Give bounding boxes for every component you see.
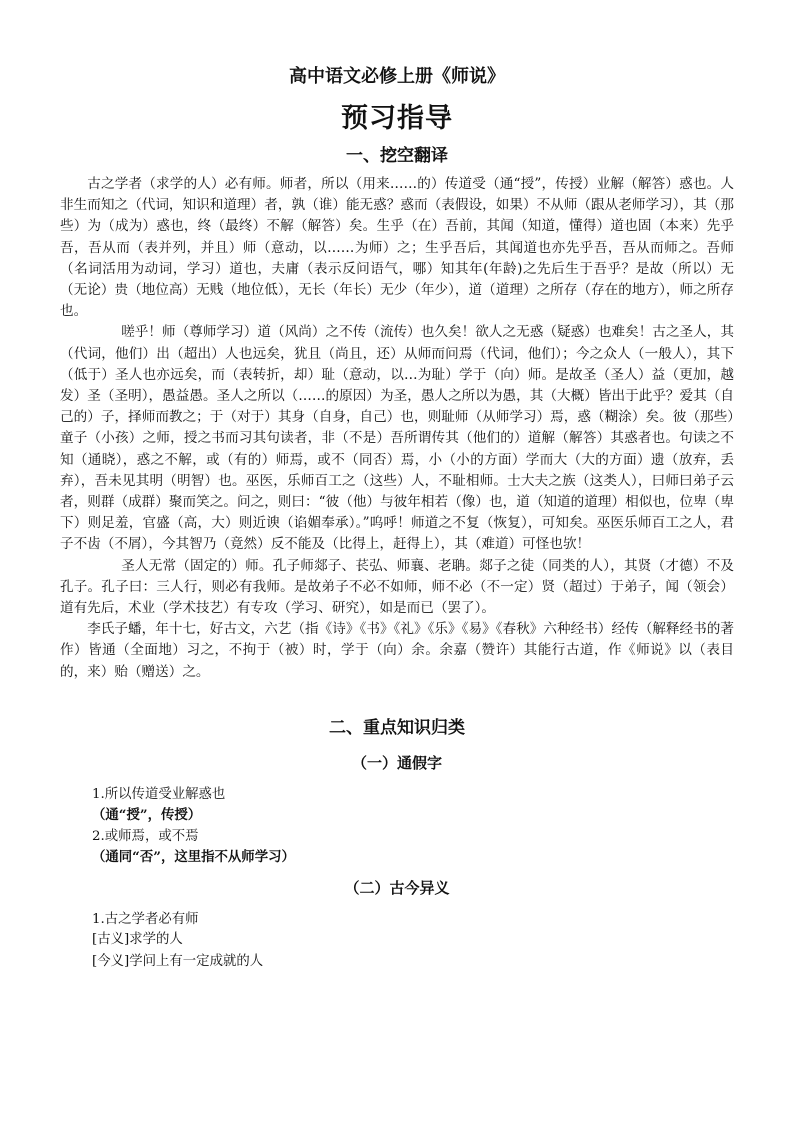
gujinyiyi-list <box>60 910 734 972</box>
paragraph-4: 李氏子蟠，年十七，好古文，六艺（指《诗》《书》《礼》《乐》《易》《春秋》六种经书）经传（解释经书的著作）皆通（全面地）习之，不拘于（被）时，学于（向）余。余嘉（赞许）其能行古道，作《师说》以（表目的，来）贻（赠送）之。 <box>60 621 734 680</box>
document-title: 高中语文必修上册《师说》 <box>289 66 505 87</box>
subsection-heading-tongjiazi: （一）通假字 <box>351 753 442 772</box>
list-item-note: （通“授”，传授） <box>92 806 202 823</box>
paragraph-2: 嗟乎！师（尊师学习）道（风尚）之不传（流传）也久矣！欲人之无惑（疑惑）也难矣！古之圣人，其（代词，他们）出（超出）人也远矣，犹且（尚且，还）从师而问焉（代词，他们）；今之众人（一般人），其下（低于）圣人也亦远矣，而（表转折，却）耻（意动，以…为耻）学于（向）师。是故圣（圣人）益（更加，越发）圣（圣明），愚益愚。圣人之所以（……的原因）为圣，愚人之所以为愚，其（大概）皆出于此乎？爱其（自己的）子，择师而教之；于（对于）其身（自身，自己）也，则耻师（从师学习）焉，惑（糊涂）矣。彼（那些）童子（小孩）之师，授之书而习其句读者，非（不是）吾所谓传其（他们的）道解（解答）其惑者也。句读之不知（通晓），惑之不解，或（有的）师焉，或不（同否）焉，小（小的方面）学而大（大的方面）遗（放弃，丢弃），吾未见其明（明智）也。巫医，乐师百工之（这些）人，不耻相师。士大夫之族（这类人），曰师曰弟子云者，则群（成群）聚而笑之。问之，则曰：“彼（他）与彼年相若（像）也，道（知道的道理）相似也，位卑（卑下）则足羞，官盛（高，大）则近谀（谄媚奉承）。”呜呼！师道之不复（恢复），可知矣。巫医乐师百工之人，君子不齿（不屑），今其智乃（竟然）反不能及（比得上，赶得上），其（难道）可怪也欤！ <box>60 324 734 553</box>
section-heading-1: 一、挖空翻译 <box>346 146 448 166</box>
ancient-meaning: [古义]求学的人 <box>92 931 183 947</box>
tongjiazi-list <box>60 785 734 867</box>
paragraph-1: 古之学者（求学的人）必有师。师者，所以（用来……的）传道受（通“授”，传授）业解（解答）惑也。人非生而知之（代词，知识和道理）者，孰（谁）能无惑？惑而（表假设，如果）不从师（跟从老师学习），其（那些）为（成为）惑也，终（最终）不解（解答）矣。生乎（在）吾前，其闻（知道，懂得）道也固（本来）先乎吾，吾从而（表并列，并且）师（意动，以……为师）之；生乎吾后，其闻道也亦先乎吾，吾从而师之。吾师（名词活用为动词，学习）道也，夫庸（表示反问语气，哪）知其年(年龄)之先后生于吾乎？是故（所以）无（无论）贵（地位高）无贱（地位低），无长（年长）无少（年少），道（道理）之所存（存在的地方），师之所存也。 <box>60 176 734 320</box>
list-item: 2.或师焉，或不焉 <box>92 828 199 844</box>
list-item: 1.古之学者必有师 <box>92 911 199 927</box>
list-item-note: （通同“否”，这里指不从师学习） <box>92 848 295 865</box>
section-heading-2: 二、重点知识归类 <box>329 717 465 738</box>
subsection-heading-gujinyiyi: （二）古今异义 <box>344 878 450 897</box>
document-subtitle: 预习指导 <box>341 103 453 134</box>
list-item: 1.所以传道受业解惑也 <box>92 786 226 802</box>
paragraph-3: 圣人无常（固定的）师。孔子师郯子、苌弘、师襄、老聃。郯子之徒（同类的人），其贤（才德）不及孔子。孔子曰：三人行，则必有我师。是故弟子不必不如师，师不必（不一定）贤（超过）于弟子，闻（领会）道有先后，术业（学术技艺）有专攻（学习、研究），如是而已（罢了）。 <box>60 557 734 617</box>
modern-meaning: [今义]学问上有一定成就的人 <box>92 953 264 969</box>
